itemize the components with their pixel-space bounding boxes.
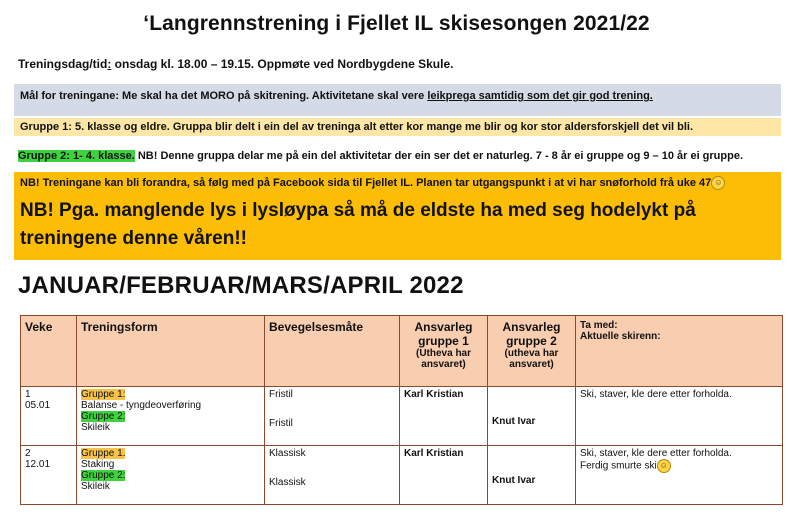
nb-big-text: NB! Pga. manglende lys i lysløypa så må de eldste ha med seg hodelykt på treningene denne våren!!: [20, 200, 696, 249]
nb-notice-box: [14, 172, 781, 260]
group2-label: Gruppe 2: 1- 4. klasse.: [18, 150, 135, 162]
header-ansvarleg1-b: gruppe 1: [418, 334, 469, 348]
section-heading: JANUAR/FEBRUAR/MARS/APRIL 2022: [18, 272, 464, 299]
header-bevegelsesmate: Bevegelsesmåte: [265, 316, 400, 387]
cell-ta-med: [576, 446, 783, 505]
movement-group1: Fristil: [269, 389, 293, 400]
table-row: [21, 446, 783, 505]
cell-bevegelsesmate: [265, 446, 400, 505]
smiley-face-icon: ☺: [711, 176, 725, 190]
responsible-group2: Knut Ivar: [492, 475, 536, 486]
training-table: [20, 315, 783, 505]
cell-week: [21, 446, 77, 505]
header-ansvarleg2-b: gruppe 2: [506, 334, 557, 348]
week-number: 2: [25, 448, 31, 459]
header-ansvarleg2-sub: (utheva har ansvaret): [504, 348, 559, 370]
movement-group2: Fristil: [269, 418, 293, 429]
week-number: 1: [25, 389, 31, 400]
group2-form: Skileik: [81, 422, 110, 433]
group1-form: Staking: [81, 459, 115, 470]
cell-week: [21, 387, 77, 446]
table-row: [21, 387, 783, 446]
responsible-group1: Karl Kristian: [404, 448, 464, 459]
header-treningsform: Treningsform: [77, 316, 265, 387]
bring-line2: Ferdig smurte ski: [580, 460, 657, 472]
responsible-group1: Karl Kristian: [404, 389, 464, 400]
week-date: 05.01: [25, 400, 51, 411]
group2-tag: Gruppe 2:: [81, 411, 126, 422]
header-ansvarleg1-a: Ansvarleg: [414, 320, 473, 334]
table-header-row: [21, 316, 783, 387]
group1-form: Balanse - tyngdeoverføring: [81, 400, 202, 411]
cell-ansvarleg1: [400, 446, 488, 505]
cell-bevegelsesmate: [265, 387, 400, 446]
bring-line1: Ski, staver, kle dere etter forholda.: [580, 389, 732, 400]
nb-small-line: [20, 176, 775, 190]
smiley-face-icon: ☺: [657, 459, 671, 473]
header-ansvarleg1-sub: (Utheva har ansvaret): [415, 348, 471, 370]
header-tamed-a: Ta med:: [580, 320, 618, 331]
group1-tag: Gruppe 1:: [81, 389, 126, 400]
group2-tag: Gruppe 2:: [81, 470, 126, 481]
goal-text: Mål for treningane: Me skal ha det MORO på skitrening. Aktivitetane skal vere: [20, 90, 428, 102]
header-ansvarleg-gruppe1: [400, 316, 488, 387]
responsible-group2: Knut Ivar: [492, 416, 536, 427]
schedule-colon: :: [107, 57, 112, 71]
nb-small-text: NB! Treningane kan bli forandra, så følg med på Facebook sida til Fjellet IL. Planen tar utgangspunkt i at vi har snøforhold frå uke 47: [20, 176, 712, 189]
cell-ansvarleg2: [488, 446, 576, 505]
schedule-line: [18, 57, 453, 71]
group1-band: [14, 118, 781, 136]
schedule-text: onsdag kl. 18.00 – 19.15. Oppmøte ved Nordbygdene Skule.: [111, 57, 454, 71]
cell-treningsform: [77, 387, 265, 446]
movement-group2: Klassisk: [269, 477, 306, 488]
cell-ta-med: [576, 387, 783, 446]
header-ansvarleg-gruppe2: [488, 316, 576, 387]
header-veke: Veke: [21, 316, 77, 387]
group1-text: Gruppe 1: 5. klasse og eldre. Gruppa blir delt i ein del av treninga alt etter kor mange me blir og kor stor aldersforskjell det vil bli.: [20, 121, 694, 133]
group2-text: NB! Denne gruppa delar me på ein del aktivitetar der ein ser det er naturleg. 7 - 8 år ei gruppe og 9 – 10 år ei gruppe.: [134, 150, 744, 162]
group2-line: [14, 146, 781, 166]
movement-group1: Klassisk: [269, 448, 306, 459]
cell-ansvarleg1: [400, 387, 488, 446]
goal-underlined: leikprega samtidig som det gir god trening.: [427, 90, 653, 102]
cell-ansvarleg2: [488, 387, 576, 446]
group1-tag: Gruppe 1.: [81, 448, 126, 459]
cell-treningsform: [77, 446, 265, 505]
header-ta-med: [576, 316, 783, 387]
bring-line1: Ski, staver, kle dere etter forholda.: [580, 448, 732, 459]
goal-band: [14, 84, 781, 116]
header-ansvarleg2-a: Ansvarleg: [502, 320, 561, 334]
header-tamed-b: Aktuelle skirenn:: [580, 331, 661, 342]
document-title: ‘Langrennstrening i Fjellet IL skisesongen 2021/22: [143, 12, 650, 35]
week-date: 12.01: [25, 459, 51, 470]
schedule-prefix: Treningsdag/tid: [18, 57, 108, 71]
group2-form: Skileik: [81, 481, 110, 492]
